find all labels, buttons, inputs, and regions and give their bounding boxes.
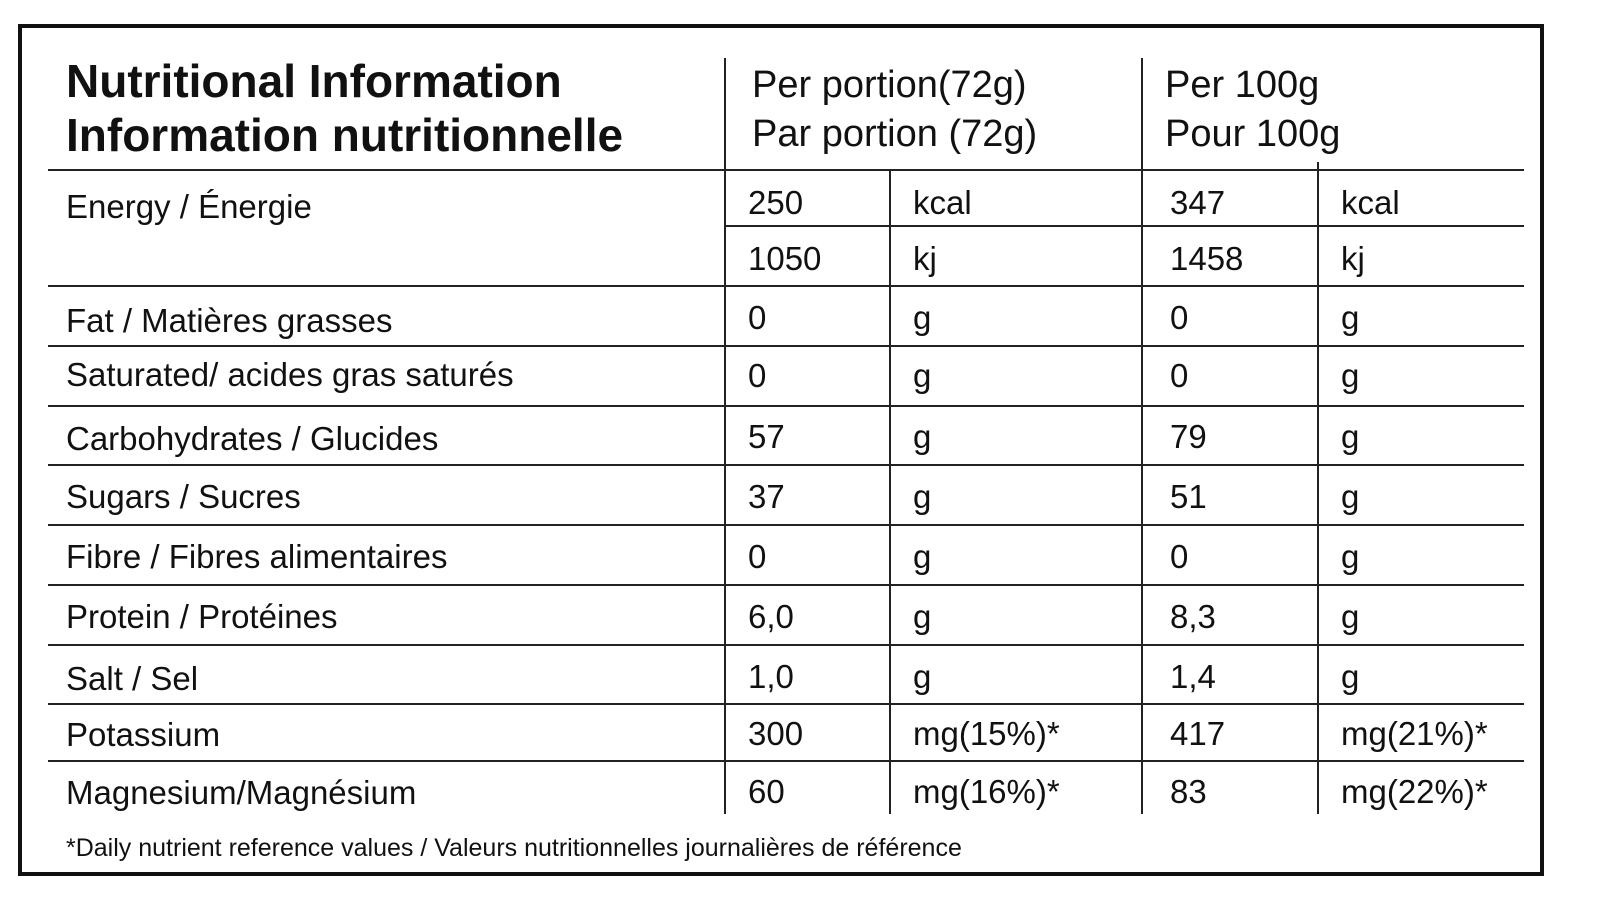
per-100g-value: 1458 xyxy=(1170,240,1244,277)
title-french: Information nutritionnelle xyxy=(66,109,624,161)
nutrient-label: Salt / Sel xyxy=(66,660,199,697)
nutrient-label: Energy / Énergie xyxy=(66,188,312,225)
per-100g-unit: g xyxy=(1341,478,1360,515)
column-divider xyxy=(1141,58,1143,814)
row-divider xyxy=(48,703,1524,705)
per-portion-value: 1050 xyxy=(748,240,822,277)
nutrient-label: Protein / Protéines xyxy=(66,598,338,635)
per-portion-value: 0 xyxy=(748,357,767,394)
per-portion-unit: mg(16%)* xyxy=(913,773,1060,810)
row-divider xyxy=(48,464,1524,466)
nutrition-panel xyxy=(18,24,1544,876)
nutrient-label: Potassium xyxy=(66,716,221,753)
per-100g-value: 79 xyxy=(1170,418,1207,455)
per-100g-value: 83 xyxy=(1170,773,1207,810)
per-portion-value: 60 xyxy=(748,773,785,810)
per-100g-unit: g xyxy=(1341,357,1360,394)
nutrient-label: Fat / Matières grasses xyxy=(66,302,393,339)
row-divider xyxy=(48,644,1524,646)
row-divider xyxy=(48,169,1524,171)
per-portion-unit: g xyxy=(913,357,932,394)
per-portion-value: 1,0 xyxy=(748,658,794,695)
per-100g-unit: g xyxy=(1341,538,1360,575)
row-divider xyxy=(48,524,1524,526)
nutrient-label: Carbohydrates / Glucides xyxy=(66,420,439,457)
per-portion-value: 6,0 xyxy=(748,598,794,635)
per-100g-value: 0 xyxy=(1170,357,1189,394)
nutrient-label: Fibre / Fibres alimentaires xyxy=(66,538,448,575)
column-divider xyxy=(724,58,726,814)
per-100g-header-english: Per 100g xyxy=(1165,64,1320,106)
per-100g-value: 417 xyxy=(1170,715,1226,752)
per-portion-value: 0 xyxy=(748,538,767,575)
per-portion-unit: g xyxy=(913,478,932,515)
per-100g-unit: kj xyxy=(1341,240,1365,277)
per-portion-unit: g xyxy=(913,598,932,635)
per-portion-unit: g xyxy=(913,299,932,336)
per-100g-unit: mg(21%)* xyxy=(1341,715,1488,752)
per-portion-header-english: Per portion(72g) xyxy=(752,64,1027,106)
per-100g-value: 0 xyxy=(1170,299,1189,336)
nutrient-label: Saturated/ acides gras saturés xyxy=(66,356,514,393)
footnote: *Daily nutrient reference values / Valeurs nutritionnelles journalières de référence xyxy=(66,834,962,862)
per-portion-unit: mg(15%)* xyxy=(913,715,1060,752)
per-portion-header-french: Par portion (72g) xyxy=(752,113,1038,155)
per-portion-unit: kj xyxy=(913,240,937,277)
per-100g-unit: kcal xyxy=(1341,184,1400,221)
row-divider xyxy=(48,584,1524,586)
row-divider xyxy=(48,405,1524,407)
row-divider xyxy=(48,345,1524,347)
row-divider xyxy=(48,285,1524,287)
column-divider xyxy=(889,169,891,814)
per-100g-unit: mg(22%)* xyxy=(1341,773,1488,810)
per-100g-unit: g xyxy=(1341,418,1360,455)
title-english: Nutritional Information xyxy=(66,55,562,107)
per-100g-value: 1,4 xyxy=(1170,658,1216,695)
per-portion-unit: g xyxy=(913,538,932,575)
per-100g-value: 0 xyxy=(1170,538,1189,575)
per-portion-unit: kcal xyxy=(913,184,972,221)
per-portion-value: 37 xyxy=(748,478,785,515)
per-100g-unit: g xyxy=(1341,299,1360,336)
row-divider xyxy=(724,225,1524,227)
per-portion-value: 57 xyxy=(748,418,785,455)
per-100g-unit: g xyxy=(1341,658,1360,695)
nutrient-label: Sugars / Sucres xyxy=(66,478,301,515)
per-100g-value: 8,3 xyxy=(1170,598,1216,635)
per-portion-value: 250 xyxy=(748,184,804,221)
per-100g-value: 51 xyxy=(1170,478,1207,515)
per-portion-value: 300 xyxy=(748,715,804,752)
nutrient-label: Magnesium/Magnésium xyxy=(66,774,417,811)
per-portion-unit: g xyxy=(913,658,932,695)
per-portion-unit: g xyxy=(913,418,932,455)
column-divider xyxy=(1317,162,1319,814)
per-100g-header-french: Pour 100g xyxy=(1165,113,1341,155)
per-100g-value: 347 xyxy=(1170,184,1226,221)
row-divider xyxy=(48,760,1524,762)
per-portion-value: 0 xyxy=(748,299,767,336)
per-100g-unit: g xyxy=(1341,598,1360,635)
